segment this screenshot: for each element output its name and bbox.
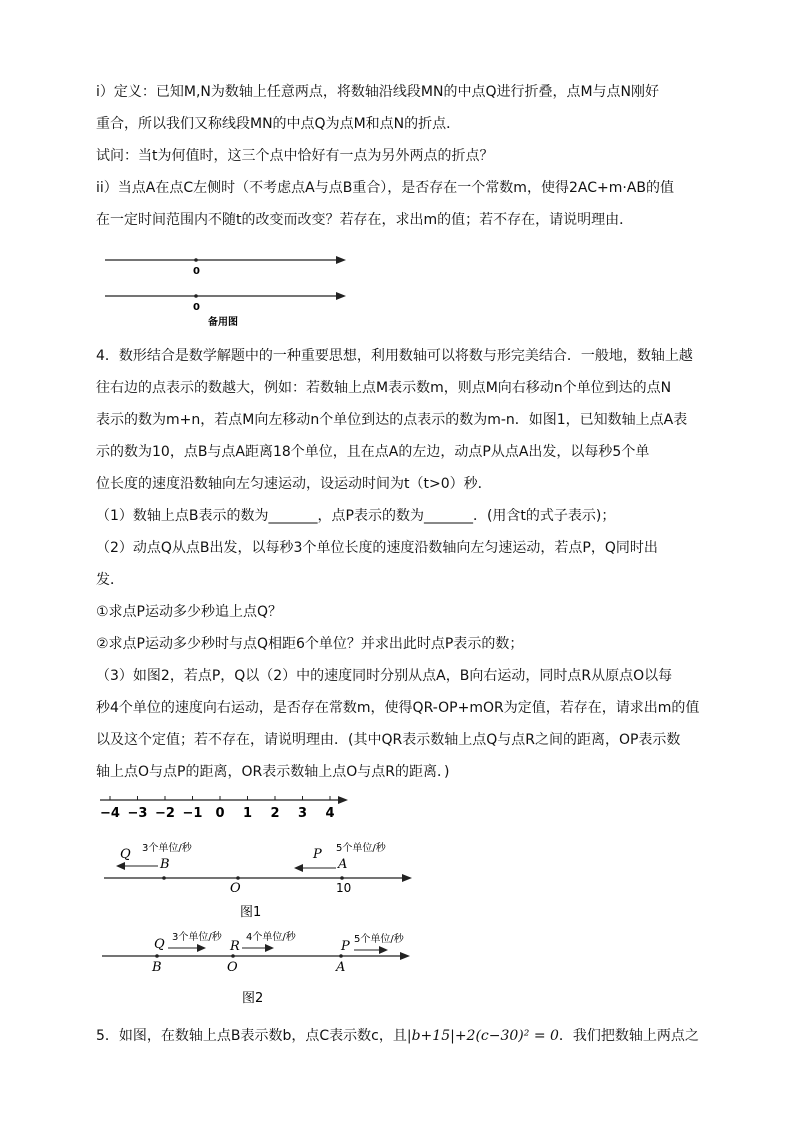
axis1-origin-label: 0 (193, 266, 200, 277)
q4-part3-line1: （3）如图2，若点P，Q以（2）中的速度同时分别从点A，B向右运动，同时点R从原点O以每 (96, 668, 673, 684)
q4-part2-b: ②求点P运动多少秒时与点Q相距6个单位？并求出此时点P表示的数； (96, 636, 524, 652)
ruler-tick-label: −1 (182, 806, 203, 821)
q4-line5: 位长度的速度沿数轴向左匀速运动，设运动时间为t（t>0）秒． (96, 476, 492, 492)
q3-definition-line2: 重合，所以我们又称线段MN的中点Q为点M和点N的折点． (96, 116, 461, 132)
q5-line1 (96, 1026, 716, 1046)
spare-figure-caption: 备用图 (208, 317, 238, 328)
fig2-caption: 图2 (242, 991, 264, 1006)
number-line-2 (105, 292, 346, 313)
fig2-speed-P: 5个单位/秒 (354, 934, 404, 945)
q4-line3: 表示的数为m+n，若点M向左移动n个单位到达的点表示的数为m-n．如图1，已知数轴上点A表 (96, 412, 688, 428)
fig1-P-label: P (313, 847, 322, 862)
q4-part2-a: ①求点P运动多少秒追上点Q？ (96, 604, 283, 620)
q3-part-ii-line1: ii）当点A在点C左侧时（不考虑点A与点B重合），是否存在一个常数m，使得2AC+m·AB的值 (96, 180, 674, 196)
ruler-tick-label: −3 (127, 806, 148, 821)
fig1-A-label: A (338, 857, 348, 872)
ruler-tick-label: 1 (242, 806, 253, 821)
ruler-tick-label: −2 (155, 806, 175, 821)
fig2-R-label: R (230, 939, 240, 954)
q4-line4: 示的数为10，点B与点A距离18个单位，且在点A的左边，动点P从点A出发，以每秒5个单 (96, 444, 650, 460)
ruler-tick-label: 0 (215, 806, 225, 821)
figure-1 (96, 836, 426, 926)
q4-part3-line3: 以及这个定值；若不存在，请说明理由．(其中QR表示数轴上点Q与点R之间的距离，OP表示数 (96, 732, 681, 748)
q5-formula: |b+15|+2(c−30)² = 0 (406, 1028, 559, 1044)
fig2-speed-Q: 3个单位/秒 (172, 932, 222, 943)
q4-part2-line2: 发． (96, 572, 124, 588)
q4-line1: 4．数形结合是数学解题中的一种重要思想，利用数轴可以将数与形完美结合．一般地，数轴上越 (96, 348, 693, 364)
number-line-1 (105, 256, 346, 277)
fig2-B-label: B (152, 960, 162, 975)
ruler-tick-label: 3 (297, 806, 308, 821)
q4-line2: 往右边的点表示的数越大，例如：若数轴上点M表示数m，则点M向右移动n个单位到达的点N (96, 380, 672, 396)
q3-spare-number-lines (100, 248, 360, 330)
ruler-tick-label: −4 (100, 806, 120, 821)
q4-part1: （1）数轴上点B表示的数为_______，点P表示的数为_______．(用含t的式子表示)； (96, 508, 616, 524)
fig1-Q-label: Q (120, 847, 131, 862)
fig2-O-label: O (227, 960, 238, 975)
q3-part-ii-line2: 在一定时间范围内不随t的改变而改变？若存在，求出m的值；若不存在，请说明理由． (96, 212, 634, 228)
fig1-caption: 图1 (240, 905, 262, 920)
figure-2 (96, 926, 426, 1008)
fig1-O-label: O (230, 881, 241, 896)
q5-suffix: ．我们把数轴上两点之 (558, 1028, 699, 1044)
q4-part3-line4: 轴上点O与点P的距离，OR表示数轴上点O与点R的距离．) (96, 764, 450, 780)
q4-part3-line2: 秒4个单位的速度向右运动，是否存在常数m，使得QR-OP+mOR为定值，若存在，请求出m的值 (96, 700, 700, 716)
fig2-P-label: P (341, 939, 350, 954)
fig1-speed-P: 5个单位/秒 (336, 843, 386, 854)
fig1-B-label: B (160, 857, 170, 872)
q5-prefix: 5．如图，在数轴上点B表示数b，点C表示数c，且 (96, 1028, 407, 1044)
fig2-A-label: A (336, 960, 346, 975)
ruler-number-line (96, 790, 356, 826)
axis2-origin-label: 0 (193, 302, 200, 313)
fig1-speed-Q: 3个单位/秒 (142, 843, 192, 854)
fig1-A-value: 10 (336, 881, 352, 895)
fig2-Q-label: Q (154, 937, 165, 952)
q3-definition-line1: i）定义：已知M,N为数轴上任意两点，将数轴沿线段MN的中点Q进行折叠，点M与点N刚好 (96, 84, 660, 100)
ruler-tick-label: 4 (325, 806, 335, 821)
q4-part2-line1: （2）动点Q从点B出发，以每秒3个单位长度的速度沿数轴向左匀速运动，若点P，Q同时出 (96, 540, 658, 556)
q3-question-line: 试问：当t为何值时，这三个点中恰好有一点为另外两点的折点？ (96, 148, 494, 164)
fig2-speed-R: 4个单位/秒 (246, 932, 296, 943)
ruler-tick-label: 2 (270, 806, 280, 821)
